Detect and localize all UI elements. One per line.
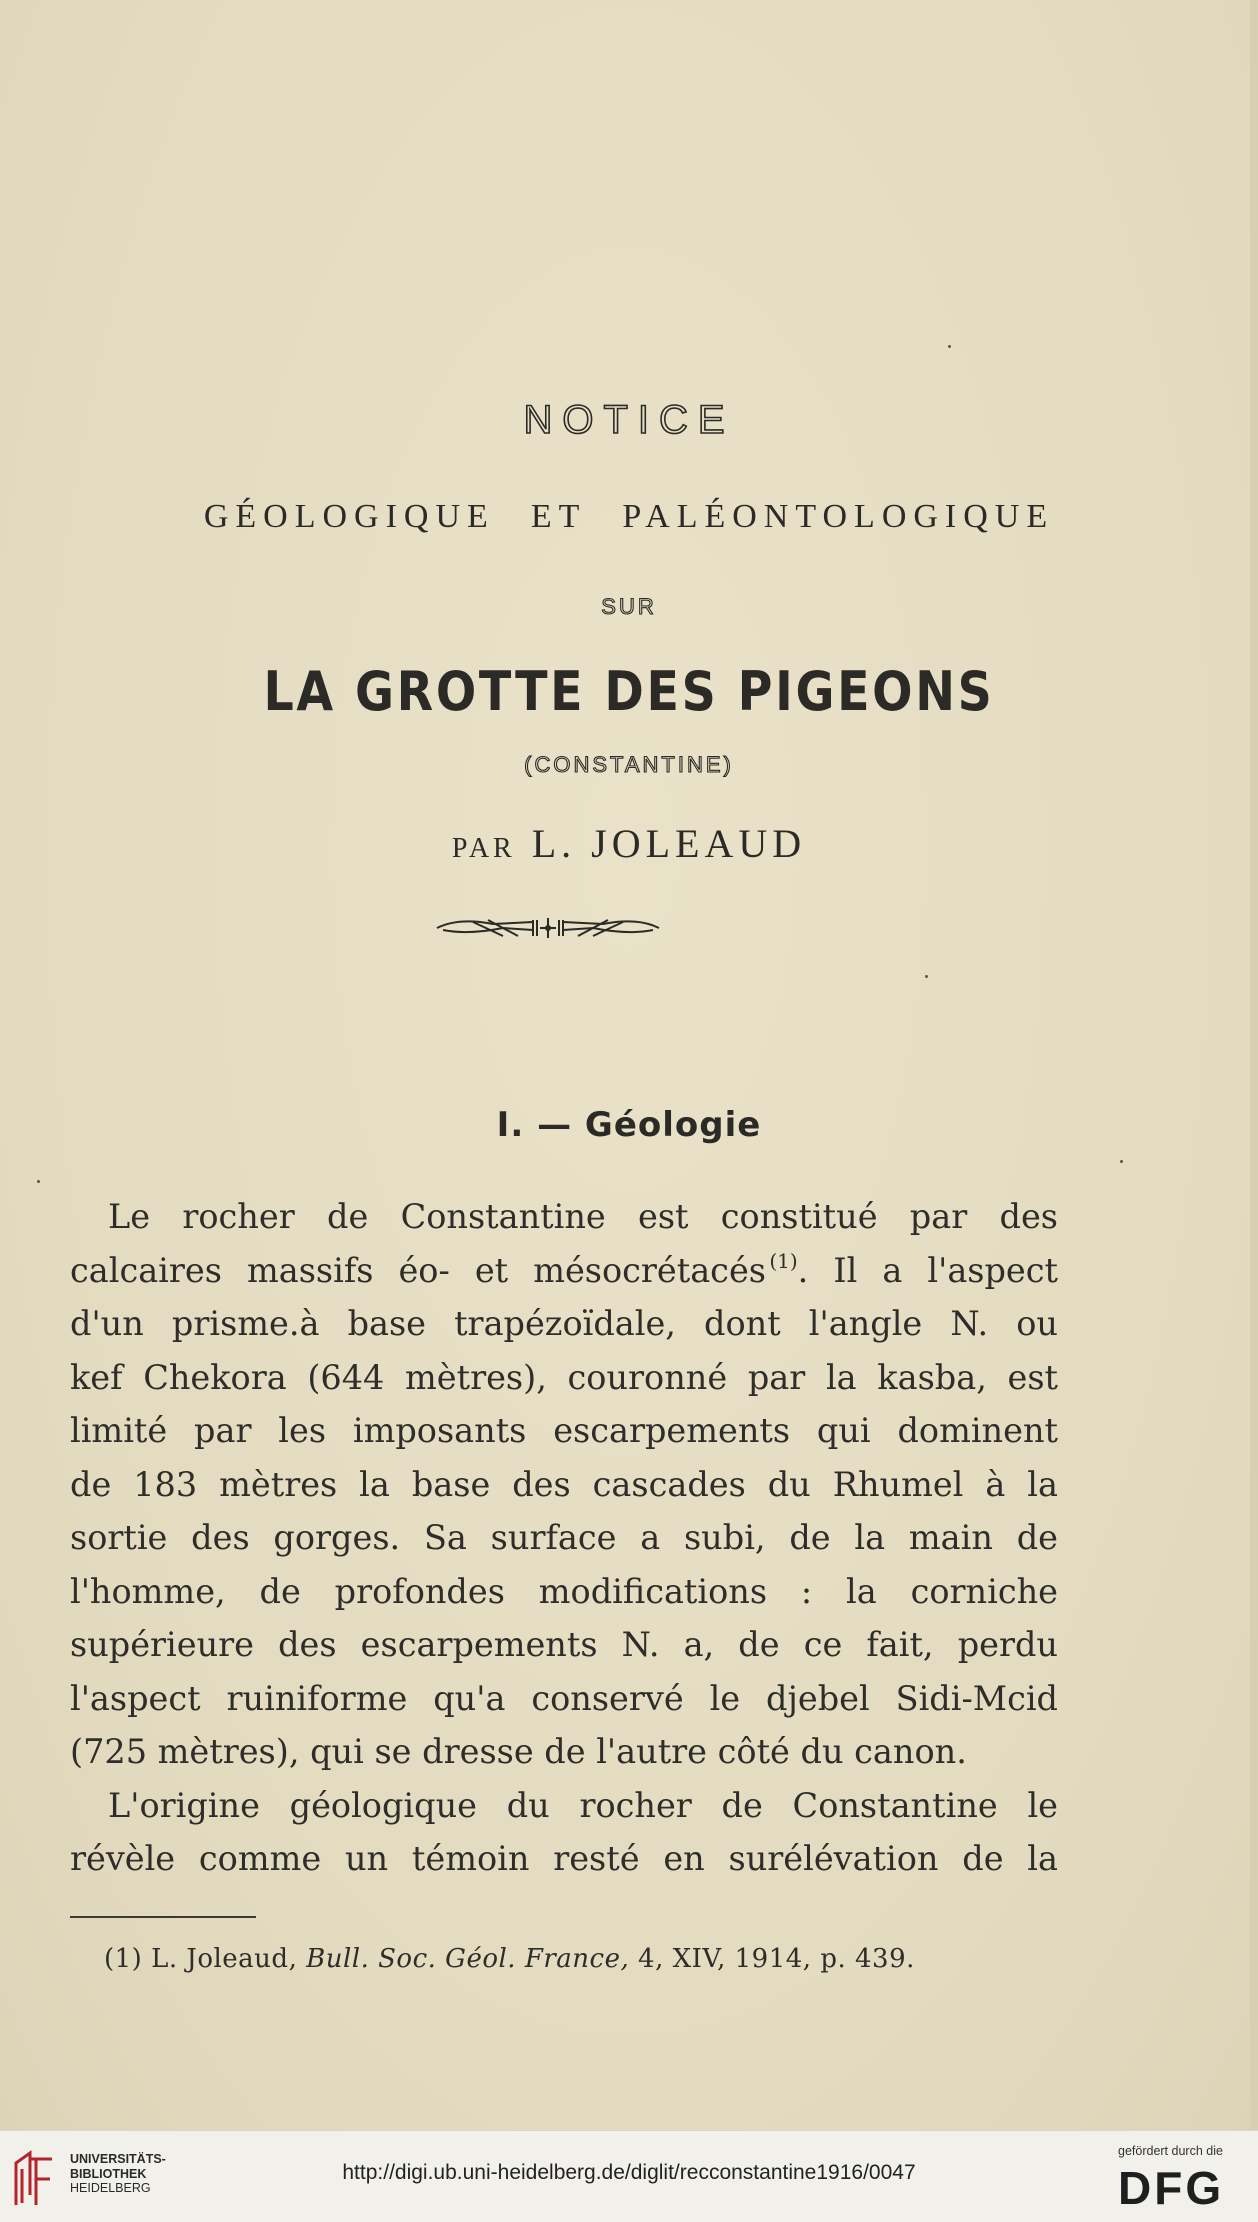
footnote-marker: (1) [104,1944,143,1974]
body-line: limité par les imposants escarpements qui dominent [70,1411,1058,1450]
body-line: kef Chekora (644 mètres), couronné par la kasba, est [70,1357,1058,1397]
body-line: l'aspect ruiniforme qu'a conservé le djebel Sidi-Mcid [70,1678,1058,1718]
footnote-ref: 4, XIV, 1914, p. 439. [638,1944,915,1974]
body-line: (725 mètres), qui se dresse de l'autre côté du canon. [70,1732,967,1771]
subtitle-geologique: GÉOLOGIQUE [203,498,495,535]
page-url-link[interactable]: http://digi.ub.uni-heidelberg.de/diglit/recconstantine1916/0047 [342,2161,916,2184]
body-line: d'un prisme.à base trapézoïdale, dont l'angle N. ou [70,1304,1058,1343]
footnote-reference: (1) [769,1248,798,1273]
body-line: de 183 mètres la base des cascades du Rhumel à la [70,1464,1058,1504]
subtitle-paleontologique: PALÉONTOLOGIQUE [622,498,1055,535]
body-line: L'origine géologique du rocher de Constantine le [108,1785,1058,1825]
body-line: l'homme, de profondes modifications : la corniche [70,1571,1058,1611]
author-line [0,820,1258,867]
author-name: L. JOLEAUD [531,821,807,866]
subtitle-et: ET [530,498,587,535]
university-name-line: BIBLIOTHEK [70,2166,147,2181]
body-line [70,1244,1058,1298]
page-edge [1250,0,1258,2130]
body-line: révèle comme un témoin resté en surélévation de la [70,1839,1058,1878]
university-name-line: UNIVERSITÄTS- [70,2152,166,2166]
title-subtitle [0,498,1258,536]
body-line: sortie des gorges. Sa surface a subi, de la main de [70,1518,1058,1557]
body-line-text: calcaires massifs éo- et mésocrétacés [70,1250,766,1290]
title-place: (CONSTANTINE) [524,752,734,777]
scan-speck [948,345,951,348]
body-line: Le rocher de Constantine est constitué par des [108,1197,1058,1236]
ornament-divider-icon [433,910,663,944]
scan-speck [1120,1160,1123,1163]
author-prefix: PAR [451,833,516,864]
body-text [70,1190,1058,1886]
university-name-line: HEIDELBERG [70,2181,151,2195]
body-line: supérieure des escarpements N. a, de ce fait, perdu [70,1625,1058,1664]
main-title: LA GROTTE DES PIGEONS [263,660,995,723]
funding-caption: gefördert durch die [1118,2144,1223,2158]
footnote-journal: Bull. Soc. Géol. France, [306,1944,630,1974]
footnote-author: L. Joleaud, [151,1944,298,1974]
section-heading: I. — Géologie [496,1105,762,1145]
footnote [104,1944,915,1974]
title-notice: NOTICE [523,398,735,442]
footnote-divider [70,1916,256,1918]
title-sur: SUR [601,594,657,619]
dfg-logo: DFG [1118,2162,1225,2214]
footer-bar [0,2130,1258,2222]
body-line-tail: . Il a l'aspect [797,1250,1058,1290]
scan-speck [37,1180,40,1183]
scan-speck [925,975,928,978]
